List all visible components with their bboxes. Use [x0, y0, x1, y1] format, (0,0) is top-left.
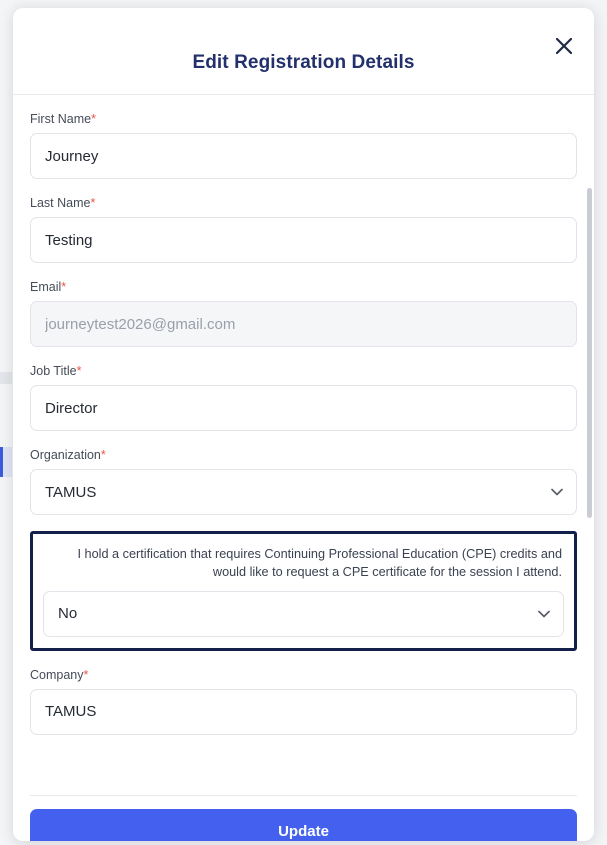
background-page-strip [0, 0, 14, 845]
field-email [30, 280, 577, 347]
last-name-label: Last Name* [30, 196, 96, 210]
cpe-question-group [30, 531, 577, 651]
company-label: Company* [30, 667, 89, 682]
cpe-question-text: I hold a certification that requires Continuing Professional Education (CPE) credits and would like to request a CPE certificate for the session I attend. [77, 547, 562, 580]
required-marker: * [76, 364, 82, 378]
first-name-label: First Name* [30, 112, 96, 126]
field-company [30, 668, 577, 735]
field-last-name [30, 196, 577, 263]
job-title-input[interactable] [30, 385, 577, 431]
field-job-title [30, 364, 577, 431]
organization-selected-value: TAMUS [45, 483, 97, 501]
chevron-down-icon [538, 608, 550, 620]
update-button[interactable]: Update [30, 809, 577, 841]
job-title-label: Job Title* [30, 364, 82, 378]
page-title: Edit Registration Details [192, 52, 415, 73]
company-input[interactable] [30, 689, 577, 735]
organization-label: Organization* [30, 448, 106, 462]
required-marker: * [61, 280, 67, 294]
background-element-2 [0, 447, 12, 477]
required-marker: * [91, 112, 96, 126]
last-name-input[interactable] [30, 217, 577, 263]
organization-select[interactable] [30, 469, 577, 515]
registration-form [13, 95, 594, 795]
chevron-down-icon [551, 486, 563, 498]
email-label: Email* [30, 280, 67, 294]
edit-registration-modal [13, 8, 594, 841]
modal-scrollbar[interactable] [587, 96, 593, 794]
background-element-1 [0, 372, 12, 384]
close-icon[interactable] [548, 30, 580, 62]
scrollbar-thumb[interactable] [587, 188, 592, 518]
cpe-select[interactable] [43, 591, 564, 637]
footer-divider [30, 795, 577, 796]
required-marker: * [90, 196, 96, 210]
field-organization [30, 448, 577, 515]
required-marker: * [100, 448, 106, 462]
email-field [30, 301, 577, 347]
field-first-name [30, 112, 577, 179]
cpe-selected-value: No [58, 605, 78, 623]
required-marker: * [83, 667, 89, 682]
first-name-input[interactable] [30, 133, 577, 179]
